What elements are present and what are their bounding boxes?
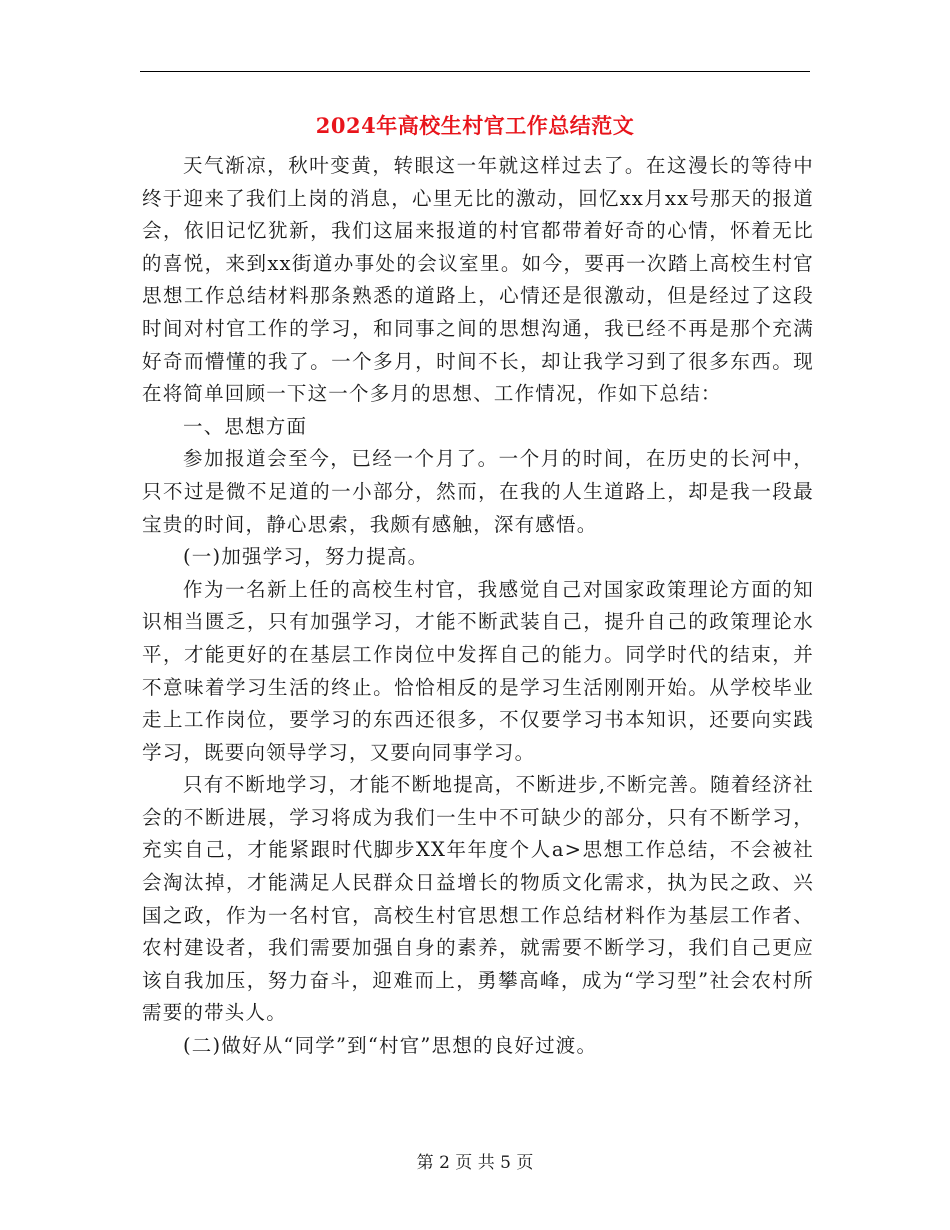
section-heading: 一、思想方面: [183, 414, 308, 438]
document-title: 2024年高校生村官工作总结范文: [315, 113, 635, 138]
document-body: [142, 150, 814, 1063]
paragraph: 只有不断地学习，才能不断地提高，不断进步,不断完善。随着经济社会的不断进展，学习将成为我们一生中不可缺少的部分，只有不断学习，充实自己，才能紧跟时代脚步XX年年度个人a>思想工作总结，不会被社会淘汰掉，才能满足人民群众日益增长的物质文化需求，执为民之政、兴国之政，作为一名村官，高校生村官思想工作总结材料作为基层工作者、农村建设者，我们需要加强自身的素养，就需要不断学习，我们自己更应该自我加压，努力奋斗，迎难而上，勇攀高峰，成为“学习型”社会农村所需要的带头人。: [142, 773, 814, 1025]
paragraph: 参加报道会至今，已经一个月了。一个月的时间，在历史的长河中，只不过是微不足道的一小部分，然而，在我的人生道路上，却是我一段最宝贵的时间，静心思索，我颇有感触，深有感悟。: [142, 447, 814, 536]
page-footer: 第 2 页 共 5 页: [416, 1153, 534, 1173]
paragraph-intro: 天气渐凉，秋叶变黄，转眼这一年就这样过去了。在这漫长的等待中终于迎来了我们上岗的消息，心里无比的激动，回忆xx月xx号那天的报道会，依旧记忆犹新，我们这届来报道的村官都带着好奇的心情，怀着无比的喜悦，来到xx街道办事处的会议室里。如今，要再一次踏上高校生村官思想工作总结材料那条熟悉的道路上，心情还是很激动，但是经过了这段时间对村官工作的学习，和同事之间的思想沟通，我已经不再是那个充满好奇而懵懂的我了。一个多月，时间不长，却让我学习到了很多东西。现在将简单回顾一下这一个多月的思想、工作情况，作如下总结：: [142, 154, 814, 406]
paragraph: 作为一名新上任的高校生村官，我感觉自己对国家政策理论方面的知识相当匮乏，只有加强学习，才能不断武装自己，提升自己的政策理论水平，才能更好的在基层工作岗位中发挥自己的能力。同学时代的结束，并不意味着学习生活的终止。恰恰相反的是学习生活刚刚开始。从学校毕业走上工作岗位，要学习的东西还很多，不仅要学习书本知识，还要向实践学习，既要向领导学习，又要向同事学习。: [142, 577, 814, 764]
subsection-heading: (二)做好从“同学”到“村官”思想的良好过渡。: [183, 1034, 598, 1058]
subsection-heading: (一)加强学习，努力提高。: [183, 545, 429, 569]
header-rule: [140, 71, 810, 72]
